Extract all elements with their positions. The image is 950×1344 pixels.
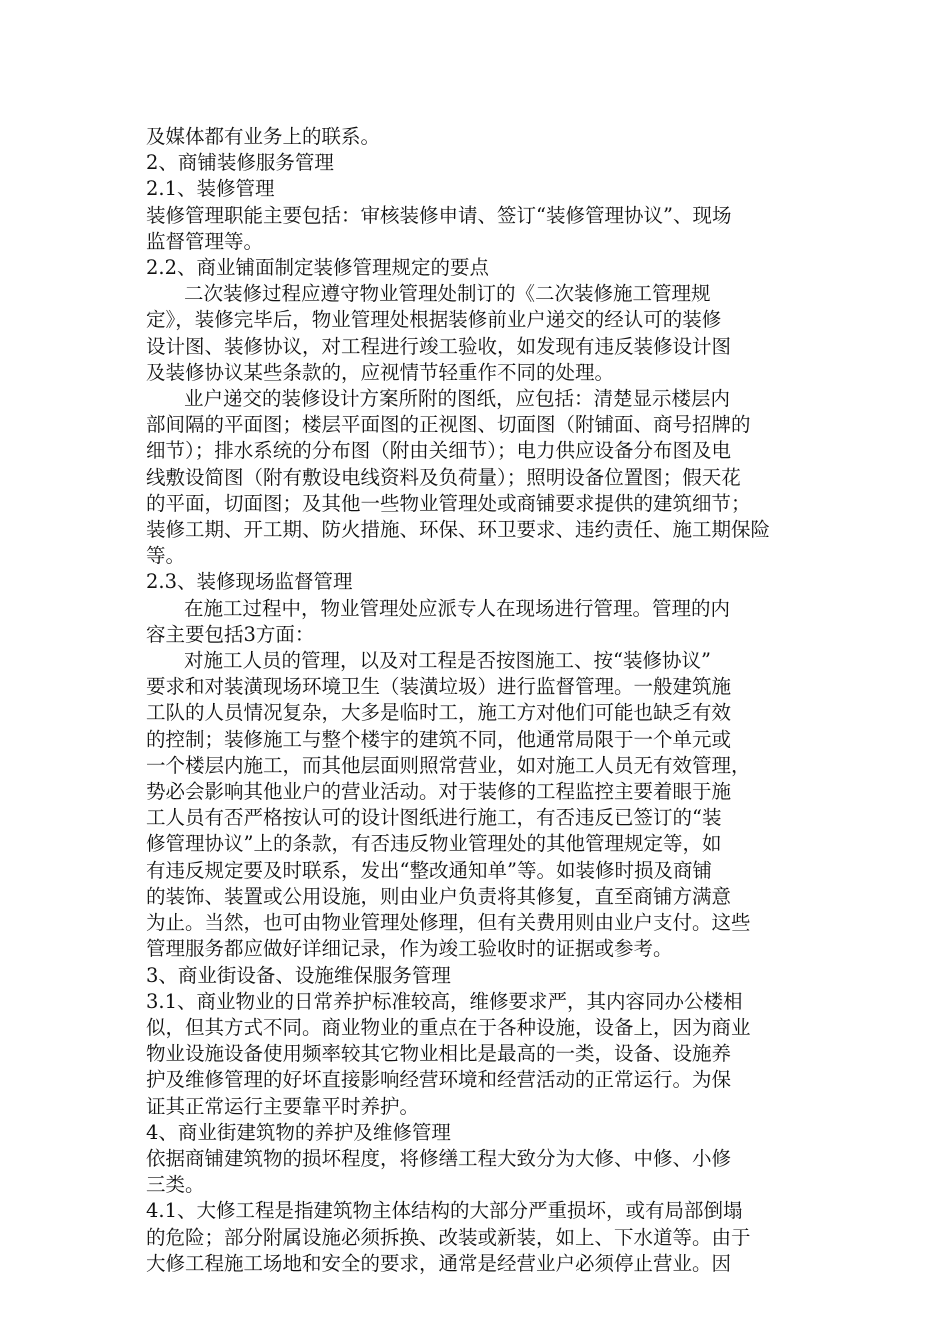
text-line: 似，但其方式不同。商业物业的重点在于各种设施，设备上，因为商业 [146, 1015, 751, 1039]
text-line: 有违反规定要及时联系，发出“整改通知单”等。如装修时损及商铺 [146, 858, 712, 882]
text-line: 势必会影响其他业户的营业活动。对于装修的工程监控主要着眼于施 [146, 780, 732, 804]
text-line: 管理服务都应做好详细记录，作为竣工验收时的证据或参考。 [146, 937, 673, 961]
text-line: 的危险；部分附属设施必须拆换、改装或新装，如上、下水道等。由于 [146, 1225, 751, 1249]
text-line: 对施工人员的管理，以及对工程是否按图施工、按“装修协议” [184, 649, 711, 673]
text-line: 4.1、大修工程是指建筑物主体结构的大部分严重损坏，或有局部倒塌 [146, 1199, 743, 1223]
text-line: 的平面，切面图；及其他一些物业管理处或商铺要求提供的建筑细节； [146, 491, 751, 515]
text-line: 装修管理职能主要包括：审核装修申请、签订“装修管理协议”、现场 [146, 203, 732, 227]
text-line: 设计图、装修协议，对工程进行竣工验收，如发现有违反装修设计图 [146, 334, 732, 358]
text-line: 2.1、装修管理 [146, 177, 275, 201]
text-line: 线敷设简图（附有敷设电线资料及负荷量）；照明设备位置图；假天花 [146, 465, 741, 489]
text-line: 工人员有否严格按认可的设计图纸进行施工，有否违反已签订的“装 [146, 806, 722, 830]
text-line: 及装修协议某些条款的，应视情节轻重作不同的处理。 [146, 360, 615, 384]
text-line: 三类。 [146, 1173, 205, 1197]
text-line: 物业设施设备使用频率较其它物业相比是最高的一类，设备、设施养 [146, 1042, 732, 1066]
text-line: 业户递交的装修设计方案所附的图纸，应包括：清楚显示楼层内 [184, 387, 731, 411]
text-line: 装修工期、开工期、防火措施、环保、环卫要求、违约责任、施工期保险 [146, 518, 771, 542]
text-line: 定》，装修完毕后，物业管理处根据装修前业户递交的经认可的装修 [146, 308, 722, 332]
text-line: 容主要包括3方面： [146, 622, 315, 646]
text-line: 为止。当然，也可由物业管理处修理，但有关费用则由业户支付。这些 [146, 911, 751, 935]
text-line: 修管理协议”上的条款，有否违反物业管理处的其他管理规定等，如 [146, 832, 722, 856]
document-page [146, 124, 816, 1277]
text-line: 监督管理等。 [146, 229, 264, 253]
text-line: 护及维修管理的好坏直接影响经营环境和经营活动的正常运行。为保 [146, 1068, 732, 1092]
text-line: 证其正常运行主要靠平时养护。 [146, 1094, 420, 1118]
text-line: 4、商业街建筑物的养护及维修管理 [146, 1120, 451, 1144]
text-line: 部间隔的平面图；楼层平面图的正视图、切面图（附铺面、商号招牌的 [146, 413, 751, 437]
text-line: 2.2、商业铺面制定装修管理规定的要点 [146, 256, 490, 280]
text-line: 大修工程施工场地和安全的要求，通常是经营业户必须停止营业。因 [146, 1251, 732, 1275]
text-line: 在施工过程中，物业管理处应派专人在现场进行管理。管理的内 [184, 596, 731, 620]
text-line: 工队的人员情况复杂，大多是临时工，施工方对他们可能也缺乏有效 [146, 701, 732, 725]
text-line: 等。 [146, 544, 186, 568]
text-line: 的装饰、装置或公用设施，则由业户负责将其修复，直至商铺方满意 [146, 884, 732, 908]
text-line: 3.1、商业物业的日常养护标准较高，维修要求严，其内容同办公楼相 [146, 989, 743, 1013]
text-line: 的控制；装修施工与整个楼宇的建筑不同，他通常局限于一个单元或 [146, 727, 732, 751]
text-line: 及媒体都有业务上的联系。 [146, 125, 381, 148]
text-line: 依据商铺建筑物的损坏程度，将修缮工程大致分为大修、中修、小修 [146, 1146, 732, 1170]
text-line: 3、商业街设备、设施维保服务管理 [146, 963, 451, 987]
text-line: 一个楼层内施工，而其他层面则照常营业，如对施工人员无有效管理， [146, 753, 751, 777]
text-line: 细节）；排水系统的分布图（附由关细节）；电力供应设备分布图及电 [146, 439, 732, 463]
text-line: 2.3、装修现场监督管理 [146, 570, 353, 594]
text-line: 2、商铺装修服务管理 [146, 151, 334, 175]
text-line: 二次装修过程应遵守物业管理处制订的《二次装修施工管理规 [184, 282, 711, 306]
text-line: 要求和对装潢现场环境卫生（装潢垃圾）进行监督管理。一般建筑施 [146, 675, 732, 699]
